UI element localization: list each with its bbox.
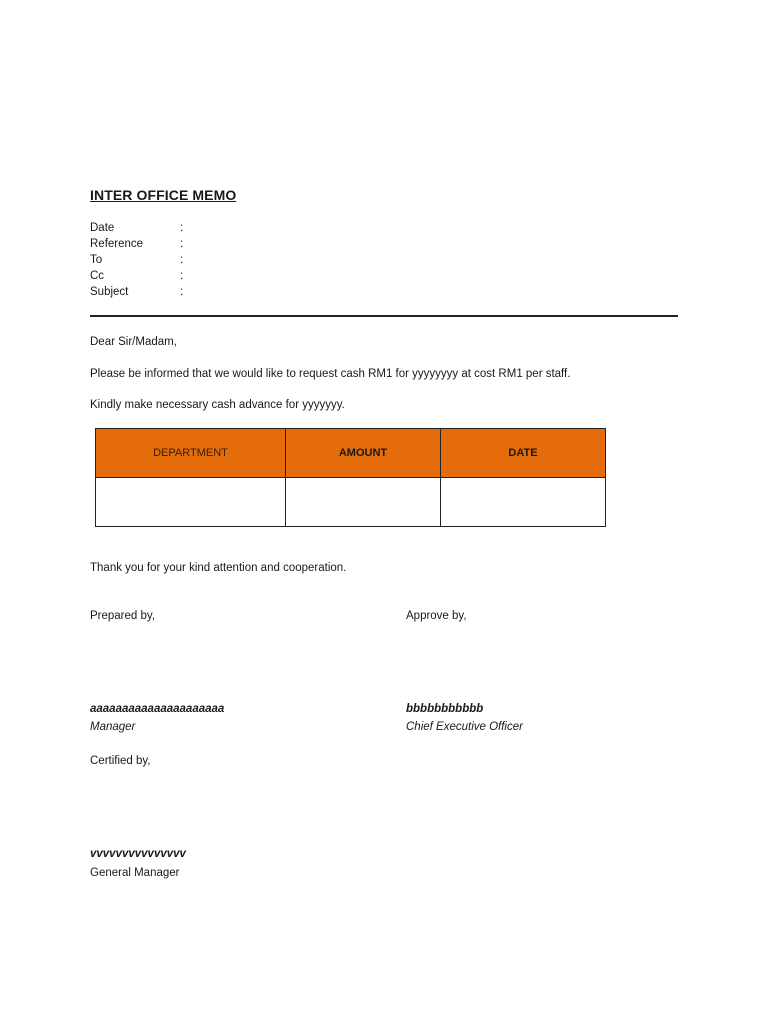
header-date: DATE xyxy=(441,429,606,478)
field-colon-subject: : xyxy=(180,286,184,298)
closing-line: Thank you for your kind attention and cooperation. xyxy=(90,562,347,574)
cash-advance-table xyxy=(95,428,606,527)
table-header-row xyxy=(96,429,606,478)
certified-by-name: vvvvvvvvvvvvvvv xyxy=(90,848,186,860)
field-label-reference: Reference xyxy=(90,238,144,250)
approve-by-label: Approve by, xyxy=(406,610,467,622)
paragraph-advance: Kindly make necessary cash advance for yyyyyyy. xyxy=(90,399,345,411)
header-department: DEPARTMENT xyxy=(96,429,286,478)
cell-department[interactable] xyxy=(96,478,286,527)
field-label-subject: Subject xyxy=(90,286,129,298)
certified-by-title: General Manager xyxy=(90,867,180,879)
table-row xyxy=(96,478,606,527)
prepared-by-name: aaaaaaaaaaaaaaaaaaaaa xyxy=(90,703,225,715)
cell-date[interactable] xyxy=(441,478,606,527)
field-colon-to: : xyxy=(180,254,184,266)
approve-by-title: Chief Executive Officer xyxy=(406,721,523,733)
certified-by-label: Certified by, xyxy=(90,755,151,767)
prepared-by-label: Prepared by, xyxy=(90,610,155,622)
field-colon-cc: : xyxy=(180,270,184,282)
header-amount: AMOUNT xyxy=(286,429,441,478)
cell-amount[interactable] xyxy=(286,478,441,527)
field-colon-date: : xyxy=(180,222,184,234)
approve-by-name: bbbbbbbbbbb xyxy=(406,703,484,715)
paragraph-request: Please be informed that we would like to request cash RM1 for yyyyyyyy at cost RM1 per staff. xyxy=(90,368,571,380)
memo-title: INTER OFFICE MEMO xyxy=(90,187,237,203)
salutation: Dear Sir/Madam, xyxy=(90,336,177,348)
field-label-date: Date xyxy=(90,222,115,234)
field-label-to: To xyxy=(90,254,103,266)
header-divider xyxy=(90,315,678,317)
field-colon-reference: : xyxy=(180,238,184,250)
prepared-by-title: Manager xyxy=(90,721,136,733)
field-label-cc: Cc xyxy=(90,270,105,282)
